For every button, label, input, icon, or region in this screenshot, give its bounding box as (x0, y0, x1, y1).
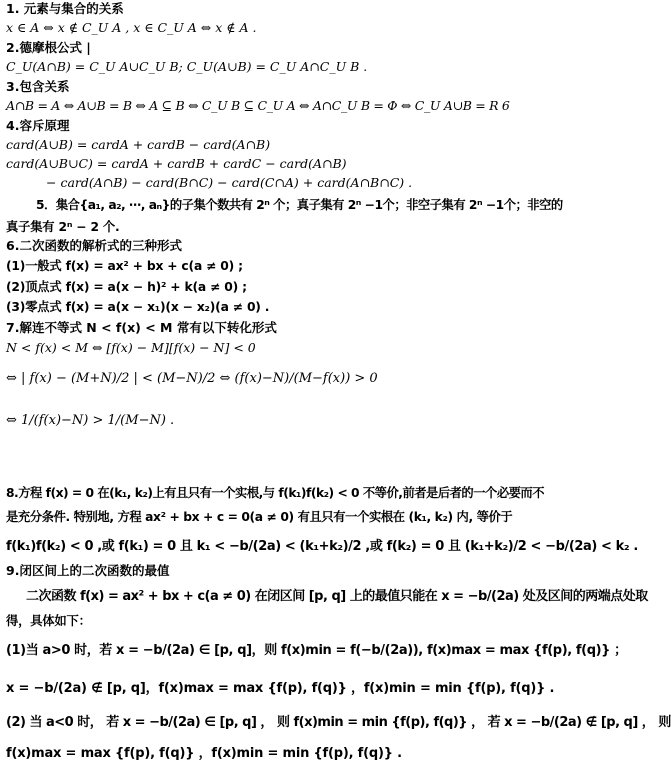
section-3-title: 3.包含关系 (6, 79, 70, 94)
section-4-line-3: − card(A∩B) − card(B∩C) − card(C∩A) + card(A∩B∩C) . (46, 175, 413, 190)
section-9-line-4: x = −b/(2a) ∉ [p, q]，f(x)max = max {f(p), f(q)} ，f(x)min = min {f(p), f(q)} . (6, 681, 555, 696)
section-9-line-3: (1)当 a>0 时，若 x = −b/(2a) ∈ [p, q]，则 f(x)min = f(−b/(2a)), f(x)max = max {f(p), f(q)} ； (6, 643, 627, 658)
section-9-title: 9.闭区间上的二次函数的最值 (6, 563, 170, 578)
section-3-formula: A∩B = A ⇔ A∪B = B ⇔ A ⊆ B ⇔ C_U B ⊆ C_U A ⇔ A∩C_U B = Φ ⇔ C_U A∪B = R 6 (6, 98, 510, 113)
section-2-title: 2.德摩根公式 | (6, 40, 91, 55)
section-6-line-3: (3)零点式 f(x) = a(x − x₁)(x − x₂)(a ≠ 0) . (6, 300, 270, 314)
section-9-line-6: f(x)max = max {f(p), f(q)} ，f(x)min = min {f(p), f(q)} . (6, 746, 402, 761)
section-8-line-1: 8.方程 f(x) = 0 在(k₁, k₂)上有且只有一个实根,与 f(k₁)f(k₂) < 0 不等价,前者是后者的一个必要而不 (6, 486, 545, 500)
section-4-line-1: card(A∪B) = cardA + cardB − card(A∩B) (6, 137, 271, 152)
section-6-line-1: (1)一般式 f(x) = ax² + bx + c(a ≠ 0) ; (6, 259, 243, 273)
section-2-formula: C_U(A∩B) = C_U A∪C_U B; C_U(A∪B) = C_U A∩C_U B . (6, 59, 368, 74)
section-7-line-3: ⇔ 1/(f(x)−N) > 1/(M−N) . (6, 413, 175, 428)
section-9-line-2: 得，具体如下： (6, 614, 91, 628)
section-7-title: 7.解连不等式 N < f(x) < M 常有以下转化形式 (6, 320, 277, 335)
section-6-line-2: (2)顶点式 f(x) = a(x − h)² + k(a ≠ 0) ; (6, 280, 247, 294)
section-7-line-2: ⇔ | f(x) − (M+N)/2 | < (M−N)/2 ⇔ (f(x)−N)/(M−f(x)) > 0 (6, 371, 378, 386)
section-9-line-5: (2) 当 a<0 时， 若 x = −b/(2a) ∈ [p, q] ， 则 f(x)min = min {f(p), f(q)} ， 若 x = −b/(2a) ∉ [p, q] ， 则 (6, 715, 671, 730)
section-1-title: 1. 元素与集合的关系 (6, 1, 124, 16)
section-7-line-1: N < f(x) < M ⇔ [f(x) − M][f(x) − N] < 0 (6, 340, 256, 355)
section-8-line-2: 是充分条件. 特别地, 方程 ax² + bx + c = 0(a ≠ 0) 有且只有一个实根在 (k₁, k₂) 内, 等价于 (6, 510, 513, 524)
section-1-formula: x ∈ A ⇔ x ∉ C_U A , x ∈ C_U A ⇔ x ∉ A . (6, 20, 257, 35)
section-4-title: 4.容斥原理 (6, 118, 70, 133)
section-8-line-3: f(k₁)f(k₂) < 0 ,或 f(k₁) = 0 且 k₁ < −b/(2a) < (k₁+k₂)/2 ,或 f(k₂) = 0 且 (k₁+k₂)/2 < −b/(2a) < k₂ . (6, 539, 638, 554)
section-4-line-2: card(A∪B∪C) = cardA + cardB + cardC − card(A∩B) (6, 156, 347, 171)
section-5-line-1: 5．集合{a₁, a₂, ⋯, aₙ}的子集个数共有 2ⁿ 个；真子集有 2ⁿ −1个；非空子集有 2ⁿ −1个；非空的 (36, 198, 563, 212)
section-6-title: 6.二次函数的解析式的三种形式 (6, 238, 182, 253)
section-9-line-1: 二次函数 f(x) = ax² + bx + c(a ≠ 0) 在闭区间 [p, q] 上的最值只能在 x = −b/(2a) 处及区间的两端点处取 (26, 589, 648, 604)
section-5-line-2: 真子集有 2ⁿ − 2 个. (6, 220, 120, 234)
